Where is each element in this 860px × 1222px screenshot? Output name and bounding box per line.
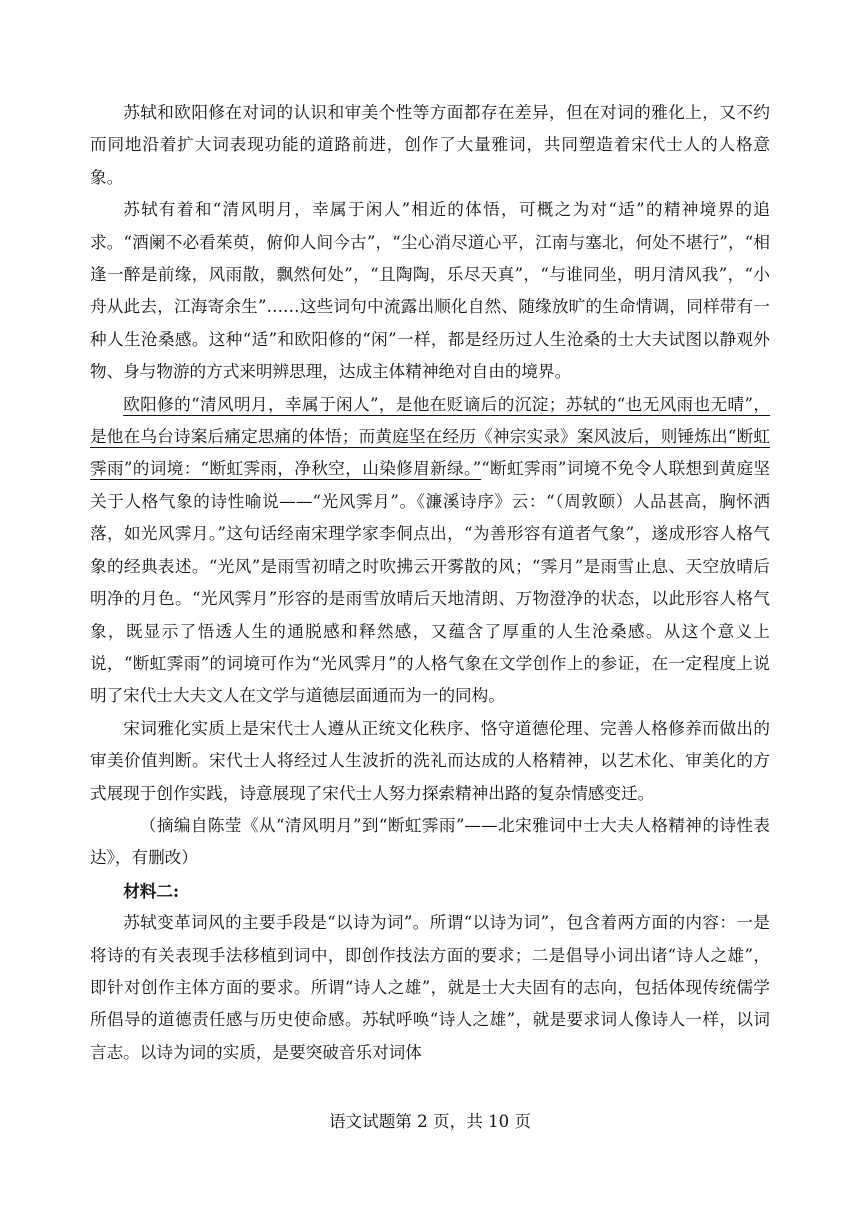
paragraph-4: 宋词雅化实质上是宋代士人遵从正统文化秩序、恪守道德伦理、完善人格修养而做出的审美价值判断。宋代士人将经过人生波折的洗礼而达成的人格精神，以艺术化、审美化的方式展现于创作实践，诗意展现了宋代士人努力探索精神出路的复杂情感变迁。: [90, 718, 770, 803]
paragraph-1: 苏轼和欧阳修在对词的认识和审美个性等方面都存在差异，但在对词的雅化上，又不约而同地沿着扩大词表现功能的道路前进，创作了大量雅词，共同塑造着宋代士人的人格意象。: [90, 103, 770, 187]
paragraph-5: 苏轼变革词风的主要手段是“以诗为词”。所谓“以诗为词”，包含着两方面的内容：一是将诗的有关表现手法移植到词中，即创作技法方面的要求；二是倡导小词出诸“诗人之雄”，即针对创作主体方面的要求。所谓“诗人之雄”，就是士大夫固有的志向，包括体现传统儒学所倡导的道德责任感与历史使命感。苏轼呼唤“诗人之雄”，就是要求词人像诗人一样，以词言志。以诗为词的实质，是要突破音乐对词体: [90, 913, 770, 1062]
material-2-heading: 材料二:: [123, 880, 180, 901]
page-footer: 语文试题第 2 页，共 10 页: [328, 1112, 532, 1131]
underlined-passage: 欧阳修的“清风明月，幸属于闲人”，是他在贬谪后的沉淀；苏轼的“也无风雨也无晴”，是他在乌台诗案后痛定思痛的体悟；而黄庭坚在经历《神宗实录》案风波后，则锤炼出“断虹霁雨”的词境：“断虹霁雨，净秋空，山染修眉新绿。”: [90, 394, 770, 479]
paragraph-3-continuation: “断虹霁雨”词境不免令人联想到黄庭坚关于人格气象的诗性喻说——“光风霁月”。《濂溪诗序》云：“（周敦颐）人品甚高，胸怀洒落，如光风霁月。”这句话经南宋理学家李侗点出，“为善形容有道者气象”，遂成形容人格气象的经典表述。“光风”是雨雪初晴之时吹拂云开雾散的风；“霁月”是雨雪止息、天空放晴后明净的月色。“光风霁月”形容的是雨雪放晴后天地清朗、万物澄净的状态，以此形容人格气象，既显示了悟透人生的通脱感和释然感，又蕴含了厚重的人生沧桑感。从这个意义上说，“断虹霁雨”的词境可作为“光风霁月”的人格气象在文学创作上的参证，在一定程度上说明了宋代士大夫文人在文学与道德层面通而为一的同构。: [90, 459, 771, 706]
paragraph-2: 苏轼有着和“清风明月，幸属于闲人”相近的体悟，可概之为对“适”的精神境界的追求。“酒阑不必看茱萸，俯仰人间今古”，“尘心消尽道心平，江南与塞北，何处不堪行”，“相逢一醉是前缘，风雨散，飘然何处”，“且陶陶，乐尽天真”，“与谁同坐，明月清风我”，“小舟从此去，江海寄余生”……这些词句中流露出顺化自然、随缘放旷的生命情调，同样带有一种人生沧桑感。这种“适”和欧阳修的“闲”一样，都是经历过人生沧桑的士大夫试图以静观外物、身与物游的方式来明辨思理，达成主体精神绝对自由的境界。: [90, 200, 770, 382]
document-body: [90, 97, 770, 1069]
source-citation: （摘编自陈莹《从“清风明月”到“断虹霁雨”——北宋雅词中士大夫人格精神的诗性表达》，有删改）: [90, 815, 770, 868]
paragraph-3: [90, 389, 770, 713]
